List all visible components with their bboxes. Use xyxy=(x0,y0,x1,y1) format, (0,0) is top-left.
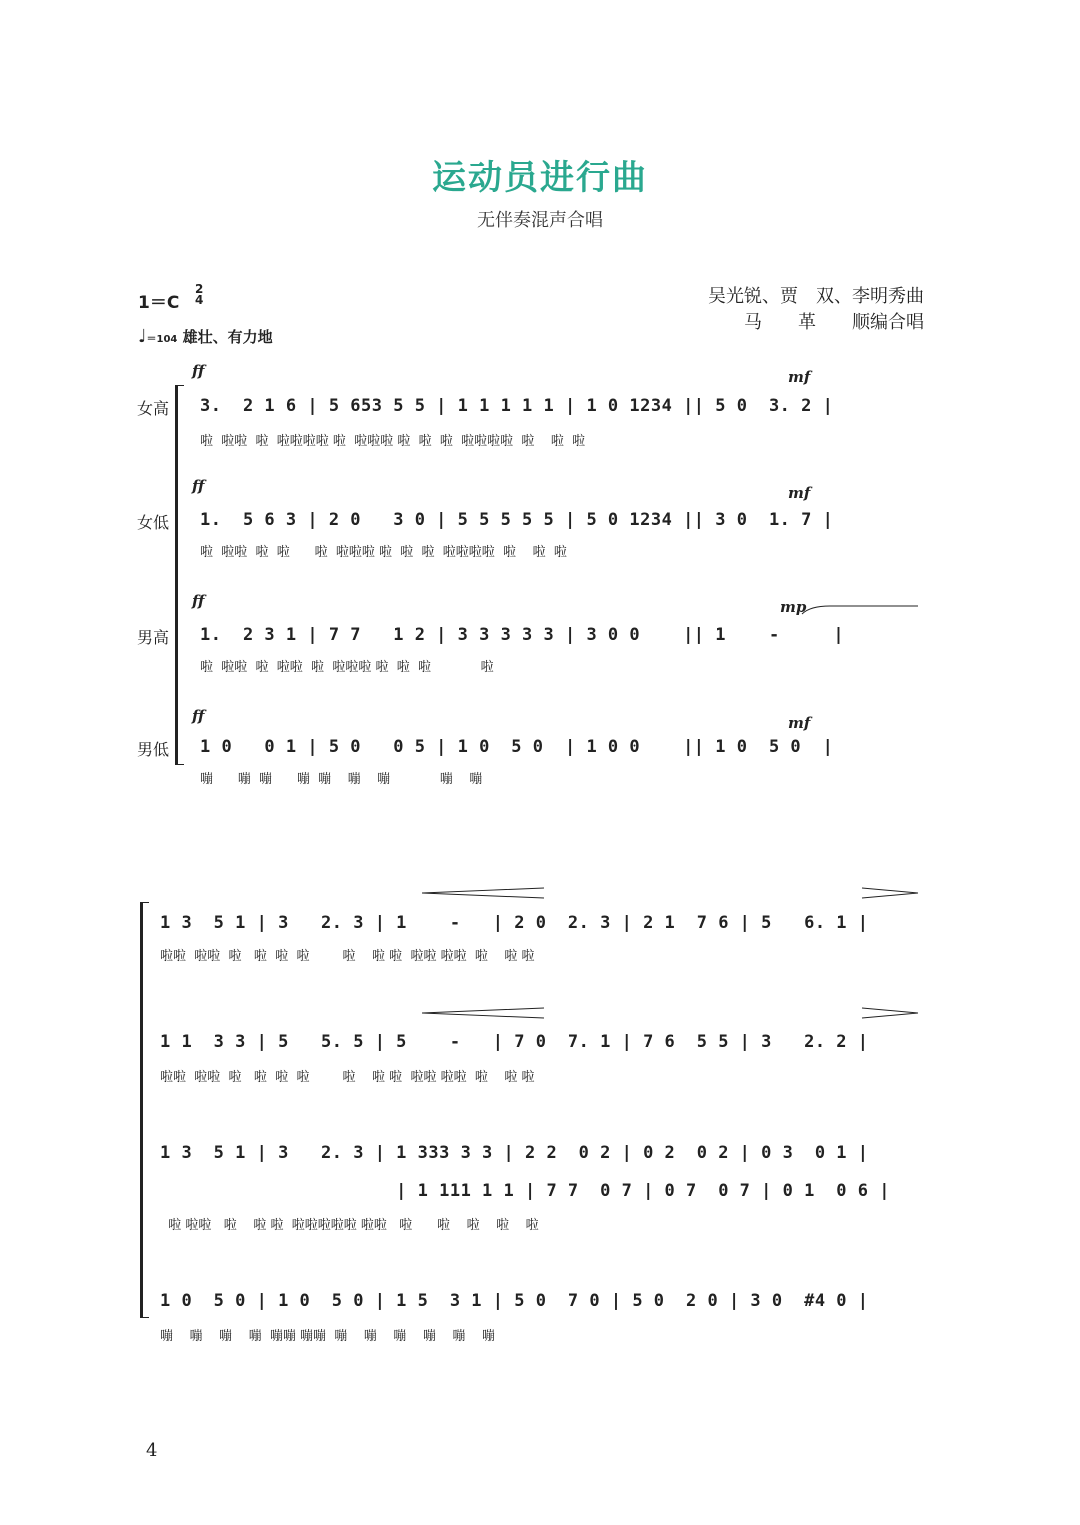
dynamic-mp: mp xyxy=(780,598,807,616)
dynamic-mf: mf xyxy=(788,484,811,502)
tenor-lyrics-system2: 啦 啦啦 啦 啦 啦 啦啦啦啦啦 啦啦 啦 啦 啦 啦 啦 xyxy=(160,1218,539,1233)
alto-lyrics-system1: 啦 啦啦 啦 啦 啦 啦啦啦 啦 啦 啦 啦啦啦啦 啦 啦 啦 xyxy=(200,545,567,560)
tenor-upper-notes-system2: 1 3 5 1 | 3 2. 3 | 1 333 3 3 | 2 2 0 2 | 0 2 0 2 | 0 3 0 1 | xyxy=(160,1143,869,1163)
soprano-lyrics-system1: 啦 啦啦 啦 啦啦啦啦 啦 啦啦啦 啦 啦 啦 啦啦啦啦 啦 啦 啦 xyxy=(200,434,586,449)
dynamic-mf: mf xyxy=(788,368,811,386)
tenor-lower-notes-system2: | 1 111 1 1 | 7 7 0 7 | 0 7 0 7 | 0 1 0 6 | xyxy=(160,1181,890,1201)
system-bracket xyxy=(175,385,184,765)
alto-notes-system1: 1. 5 6 3 | 2 0 3 0 | 5 5 5 5 5 | 5 0 1234 || 3 0 1. 7 | xyxy=(200,510,834,530)
tempo-value: ＝104 xyxy=(146,334,178,345)
dynamic-ff: ff xyxy=(192,477,205,495)
crescendo-hairpin xyxy=(420,1006,546,1020)
time-signature xyxy=(195,284,203,306)
alto-notes-system2: 1 1 3 3 | 5 5. 5 | 5 - | 7 0 7. 1 | 7 6 5 5 | 3 2. 2 | xyxy=(160,1032,869,1052)
decrescendo-hairpin xyxy=(860,886,920,900)
alto-lyrics-system2: 啦啦 啦啦 啦 啦 啦 啦 啦 啦 啦 啦啦 啦啦 啦 啦 啦 xyxy=(160,1070,535,1085)
crescendo-hairpin xyxy=(420,886,546,900)
system-bracket xyxy=(140,902,149,1318)
page-subtitle: 无伴奏混声合唱 xyxy=(477,210,603,231)
tenor-slur xyxy=(800,604,920,616)
key-signature: 1＝C xyxy=(138,293,180,313)
tenor-lyrics-system1: 啦 啦啦 啦 啦啦 啦 啦啦啦 啦 啦 啦 啦 xyxy=(200,660,494,675)
page-number: 4 xyxy=(146,1440,158,1461)
bass-notes-system2: 1 0 5 0 | 1 0 5 0 | 1 5 3 1 | 5 0 7 0 | 5 0 2 0 | 3 0 #4 0 | xyxy=(160,1291,869,1311)
soprano-notes-system2: 1 3 5 1 | 3 2. 3 | 1 - | 2 0 2. 3 | 2 1 7 6 | 5 6. 1 | xyxy=(160,913,869,933)
tenor-notes-system1: 1. 2 3 1 | 7 7 1 2 | 3 3 3 3 3 | 3 0 0 || 1 - | xyxy=(200,625,845,645)
time-signature-top: 2 xyxy=(195,282,204,296)
soprano-notes-system1: 3. 2 1 6 | 5 653 5 5 | 1 1 1 1 1 | 1 0 1234 || 5 0 3. 2 | xyxy=(200,396,834,416)
expression-marking: 雄壮、有力地 xyxy=(182,328,273,346)
dynamic-ff: ff xyxy=(192,592,205,610)
voice-label-tenor: 男高 xyxy=(137,628,170,647)
time-signature-bottom: 4 xyxy=(195,293,204,307)
tempo-marking xyxy=(138,326,273,347)
decrescendo-hairpin xyxy=(860,1006,920,1020)
soprano-lyrics-system2: 啦啦 啦啦 啦 啦 啦 啦 啦 啦 啦 啦啦 啦啦 啦 啦 啦 xyxy=(160,949,535,964)
voice-label-soprano: 女高 xyxy=(137,399,170,418)
bass-lyrics-system2: 嘣 嘣 嘣 嘣 嘣嘣 嘣嘣 嘣 嘣 嘣 嘣 嘣 嘣 xyxy=(160,1329,495,1344)
bass-lyrics-system1: 嘣 嘣 嘣 嘣 嘣 嘣 嘣 嘣 嘣 xyxy=(200,772,483,787)
page-title: 运动员进行曲 xyxy=(432,158,648,198)
arranger-credit: 马 革 顺编合唱 xyxy=(744,312,924,333)
quarter-note-icon: ♩ xyxy=(138,326,147,347)
dynamic-ff: ff xyxy=(192,362,205,380)
composer-credit: 吴光锐、贾 双、李明秀曲 xyxy=(708,286,924,307)
dynamic-mf: mf xyxy=(788,714,811,732)
voice-label-alto: 女低 xyxy=(137,513,170,532)
dynamic-ff: ff xyxy=(192,707,205,725)
bass-notes-system1: 1 0 0 1 | 5 0 0 5 | 1 0 5 0 | 1 0 0 || 1 0 5 0 | xyxy=(200,737,834,757)
voice-label-bass: 男低 xyxy=(137,740,170,759)
